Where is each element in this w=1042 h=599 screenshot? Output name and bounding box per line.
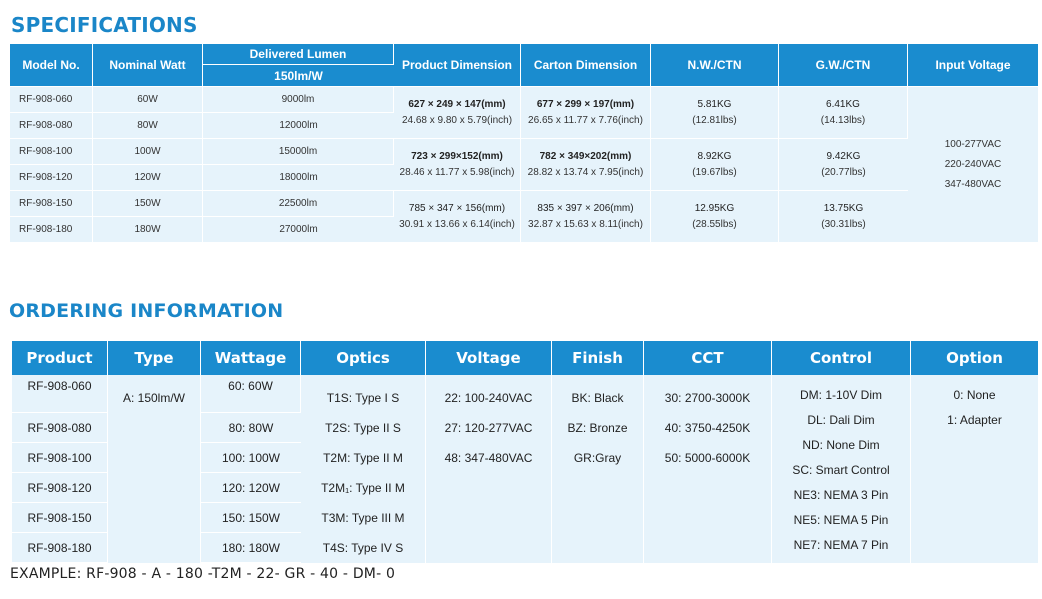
spec-lumen: 18000lm: [203, 165, 394, 191]
cct-option: 40: 3750-4250K: [664, 421, 751, 435]
header-model: Model No.: [10, 44, 93, 87]
order-control-column: [772, 375, 911, 563]
ordering-table: [12, 341, 1038, 563]
control-option: NE3: NEMA 3 Pin: [793, 488, 889, 502]
spec-gross-weight: [779, 87, 908, 139]
carton-dimension-inch: 28.82 x 13.74 x 7.95(inch): [527, 167, 644, 178]
optics-option: T2M₁: Type II M: [321, 481, 405, 495]
product-dimension-mm: 627 × 249 × 147(mm): [408, 99, 506, 110]
control-option: ND: None Dim: [802, 438, 880, 452]
net-weight-lbs: (28.55lbs): [692, 219, 737, 230]
gross-weight-kg: 6.41KG: [826, 99, 860, 110]
order-row: [12, 375, 1038, 413]
optics-option: T2M: Type II M: [323, 451, 403, 465]
header-lumen-efficacy: 150lm/W: [203, 65, 394, 87]
spec-product-dimension: [394, 87, 521, 139]
spec-carton-dimension: [521, 87, 651, 139]
spec-watt: 80W: [93, 113, 203, 139]
header-delivered-lumen: Delivered Lumen: [203, 44, 394, 65]
cct-option: 30: 2700-3000K: [664, 391, 751, 405]
header-finish: Finish: [552, 341, 644, 375]
order-product: RF-908-100: [12, 443, 108, 473]
gross-weight-kg: 13.75KG: [823, 203, 864, 214]
order-product: RF-908-060: [12, 375, 108, 413]
order-type-column: [108, 375, 201, 563]
spec-net-weight: [651, 191, 779, 243]
type-option: A: 150lm/W: [122, 391, 185, 405]
spec-lumen: 15000lm: [203, 139, 394, 165]
net-weight-lbs: (19.67lbs): [692, 167, 737, 178]
header-type: Type: [108, 341, 201, 375]
spec-model: RF-908-180: [10, 217, 93, 243]
order-product: RF-908-080: [12, 413, 108, 443]
order-wattage: 100: 100W: [201, 443, 301, 473]
order-wattage: 120: 120W: [201, 473, 301, 503]
carton-dimension-mm: 677 × 299 × 197(mm): [536, 99, 635, 110]
order-product: RF-908-120: [12, 473, 108, 503]
order-cct-column: [644, 375, 772, 563]
spec-model: RF-908-120: [10, 165, 93, 191]
spec-net-weight: [651, 139, 779, 191]
optics-option: T4S: Type IV S: [322, 541, 404, 555]
net-weight-kg: 8.92KG: [697, 151, 732, 162]
finish-option: GR:Gray: [573, 451, 622, 465]
spec-model: RF-908-150: [10, 191, 93, 217]
cct-option: 50: 5000-6000K: [664, 451, 751, 465]
net-weight-kg: 12.95KG: [694, 203, 735, 214]
specifications-table: [10, 44, 1042, 243]
header-optics: Optics: [301, 341, 426, 375]
spec-lumen: 27000lm: [203, 217, 394, 243]
spec-watt: 180W: [93, 217, 203, 243]
carton-dimension-mm: 835 × 397 × 206(mm): [537, 203, 634, 214]
header-voltage: Voltage: [426, 341, 552, 375]
control-option: SC: Smart Control: [792, 463, 890, 477]
net-weight-lbs: (12.81lbs): [692, 115, 737, 126]
spec-watt: 120W: [93, 165, 203, 191]
control-option: NE7: NEMA 7 Pin: [793, 538, 889, 552]
carton-dimension-inch: 32.87 x 15.63 x 8.11(inch): [528, 219, 643, 230]
control-option: DM: 1-10V Dim: [799, 388, 882, 402]
spec-model: RF-908-080: [10, 113, 93, 139]
voltage-option: 100-277VAC: [944, 138, 1002, 150]
header-nw: N.W./CTN: [651, 44, 779, 87]
spec-row: [10, 191, 1042, 217]
spec-lumen: 12000lm: [203, 113, 394, 139]
header-product-dimension: Product Dimension: [394, 44, 521, 87]
order-wattage: 180: 180W: [201, 533, 301, 563]
product-dimension-mm: 785 × 347 × 156(mm): [408, 203, 506, 214]
spec-model: RF-908-060: [10, 87, 93, 113]
spec-input-voltage: [908, 87, 1038, 243]
voltage-option: 48: 347-480VAC: [444, 451, 533, 465]
spec-carton-dimension: [521, 191, 651, 243]
header-wattage: Wattage: [201, 341, 301, 375]
extra-option: 1: Adapter: [947, 413, 1002, 427]
order-finish-column: [552, 375, 644, 563]
header-cct: CCT: [644, 341, 772, 375]
optics-option: T3M: Type III M: [321, 511, 405, 525]
header-gw: G.W./CTN: [779, 44, 908, 87]
header-carton-dimension: Carton Dimension: [521, 44, 651, 87]
header-option: Option: [911, 341, 1038, 375]
voltage-option: 347-480VAC: [944, 178, 1002, 190]
control-option: DL: Dali Dim: [807, 413, 875, 427]
spec-watt: 100W: [93, 139, 203, 165]
order-voltage-column: [426, 375, 552, 563]
net-weight-kg: 5.81KG: [697, 99, 732, 110]
header-nominal-watt: Nominal Watt: [93, 44, 203, 87]
order-wattage: 60: 60W: [201, 375, 301, 413]
voltage-option: 220-240VAC: [944, 158, 1002, 170]
extra-option: 0: None: [953, 388, 996, 402]
product-dimension-mm: 723 × 299×152(mm): [411, 151, 503, 162]
optics-option: T1S: Type I S: [326, 391, 400, 405]
control-option: NE5: NEMA 5 Pin: [793, 513, 889, 527]
header-input-voltage: Input Voltage: [908, 44, 1038, 87]
spec-row: [10, 87, 1042, 113]
order-product: RF-908-150: [12, 503, 108, 533]
optics-option: T2S: Type II S: [325, 421, 401, 435]
header-product: Product: [12, 341, 108, 375]
spec-gross-weight: [779, 139, 908, 191]
finish-option: BZ: Bronze: [567, 421, 628, 435]
order-option-column: [911, 375, 1038, 563]
carton-dimension-inch: 26.65 x 11.77 x 7.76(inch): [528, 115, 643, 126]
carton-dimension-mm: 782 × 349×202(mm): [539, 151, 632, 162]
product-dimension-inch: 30.91 x 13.66 x 6.14(inch): [399, 219, 515, 230]
gross-weight-kg: 9.42KG: [826, 151, 861, 162]
order-wattage: 80: 80W: [201, 413, 301, 443]
spec-row: [10, 139, 1042, 165]
specifications-title: SPECIFICATIONS: [11, 13, 198, 37]
product-dimension-inch: 28.46 x 11.77 x 5.98(inch): [399, 167, 515, 178]
spec-carton-dimension: [521, 139, 651, 191]
gross-weight-lbs: (20.77lbs): [821, 167, 866, 178]
spec-gross-weight: [779, 191, 908, 243]
order-example: EXAMPLE: RF-908 - A - 180 -T2M - 22- GR - 40 - DM- 0: [10, 566, 396, 582]
order-product: RF-908-180: [12, 533, 108, 563]
spec-watt: 60W: [93, 87, 203, 113]
finish-option: BK: Black: [571, 391, 624, 405]
product-dimension-inch: 24.68 x 9.80 x 5.79(inch): [401, 115, 513, 126]
spec-net-weight: [651, 87, 779, 139]
gross-weight-lbs: (14.13lbs): [820, 115, 866, 126]
spec-product-dimension: [394, 139, 521, 191]
spec-watt: 150W: [93, 191, 203, 217]
gross-weight-lbs: (30.31lbs): [821, 219, 866, 230]
ordering-title: ORDERING INFORMATION: [9, 300, 284, 322]
spec-lumen: 9000lm: [203, 87, 394, 113]
order-optics-column: [301, 375, 426, 563]
header-control: Control: [772, 341, 911, 375]
spec-lumen: 22500lm: [203, 191, 394, 217]
spec-model: RF-908-100: [10, 139, 93, 165]
order-wattage: 150: 150W: [201, 503, 301, 533]
voltage-option: 27: 120-277VAC: [444, 421, 533, 435]
voltage-option: 22: 100-240VAC: [444, 391, 533, 405]
spec-product-dimension: [394, 191, 521, 243]
